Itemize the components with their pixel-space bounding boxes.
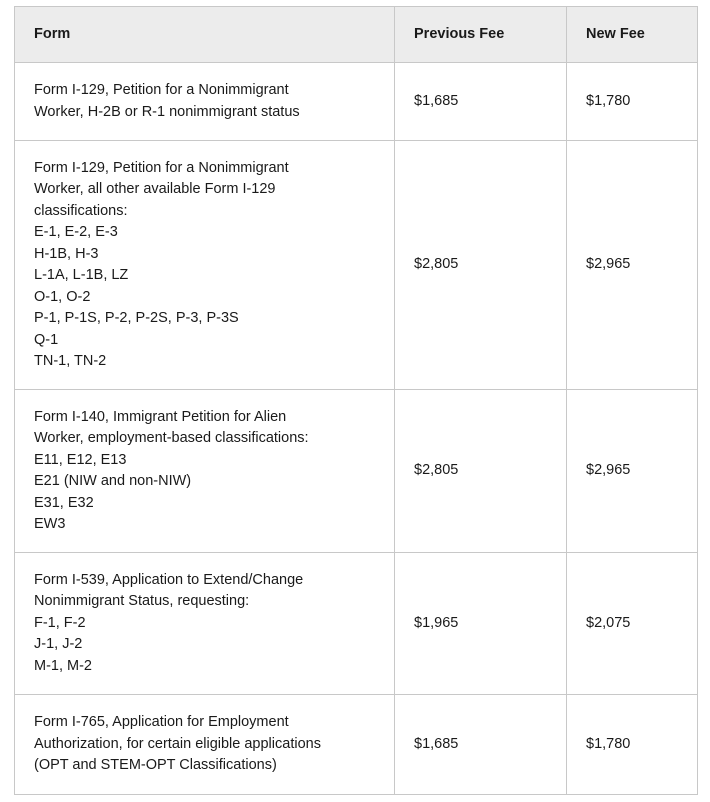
table-row (15, 141, 698, 390)
form-line: Worker, employment-based classifications: (34, 430, 309, 446)
form-line: H-1B, H-3 (34, 245, 99, 262)
form-line: Nonimmigrant Status, requesting: (34, 593, 250, 610)
form-line: Form I-129, Petition for a Nonimmigrant (34, 159, 289, 176)
form-line: Form I-539, Application to Extend/Change (34, 571, 304, 588)
form-line: M-1, M-2 (34, 657, 92, 674)
table-row (15, 390, 698, 553)
form-line: J-1, J-2 (34, 636, 83, 653)
form-line: Authorization, for certain eligible applications (34, 735, 321, 752)
header-form: Form (15, 7, 395, 63)
previous-fee-cell: $2,805 (395, 390, 567, 553)
previous-fee-cell: $1,685 (395, 63, 567, 141)
header-new-fee: New Fee (567, 7, 698, 63)
form-line: Worker, H-2B or R-1 nonimmigrant status (34, 103, 300, 120)
form-line: E21 (NIW and non-NIW) (34, 473, 192, 489)
form-line: P-1, P-1S, P-2, P-2S, P-3, P-3S (34, 310, 239, 326)
form-line: E-1, E-2, E-3 (34, 224, 118, 240)
form-line: O-1, O-2 (34, 288, 91, 305)
form-cell (15, 553, 395, 695)
form-line: Worker, all other available Form I-129 (34, 181, 276, 197)
form-line: (OPT and STEM-OPT Classifications) (34, 757, 277, 774)
form-cell (15, 390, 395, 553)
previous-fee-cell: $2,805 (395, 141, 567, 390)
form-line: Form I-129, Petition for a Nonimmigrant (34, 82, 289, 98)
new-fee-cell: $1,780 (567, 695, 698, 795)
previous-fee-cell: $1,965 (395, 553, 567, 695)
new-fee-cell: $2,075 (567, 553, 698, 695)
fee-table (14, 6, 698, 795)
header-row (15, 7, 698, 63)
new-fee-cell: $2,965 (567, 390, 698, 553)
form-cell (15, 63, 395, 141)
new-fee-cell: $1,780 (567, 63, 698, 141)
form-line: TN-1, TN-2 (34, 353, 107, 369)
previous-fee-cell: $1,685 (395, 695, 567, 795)
table-row (15, 695, 698, 795)
form-line: Form I-140, Immigrant Petition for Alien (34, 408, 287, 425)
new-fee-cell: $2,965 (567, 141, 698, 390)
form-line: Form I-765, Application for Employment (34, 714, 289, 731)
form-line: F-1, F-2 (34, 614, 86, 631)
form-line: E31, E32 (34, 494, 94, 511)
form-cell (15, 695, 395, 795)
table-row (15, 63, 698, 141)
form-line: E11, E12, E13 (34, 451, 127, 468)
form-line: classifications: (34, 202, 128, 219)
form-line: EW3 (34, 516, 66, 532)
table-header (15, 7, 698, 63)
table-row (15, 553, 698, 695)
form-line: L-1A, L-1B, LZ (34, 267, 129, 283)
header-previous-fee: Previous Fee (395, 7, 567, 63)
form-cell (15, 141, 395, 390)
table-body (15, 63, 698, 795)
form-line: Q-1 (34, 331, 59, 348)
